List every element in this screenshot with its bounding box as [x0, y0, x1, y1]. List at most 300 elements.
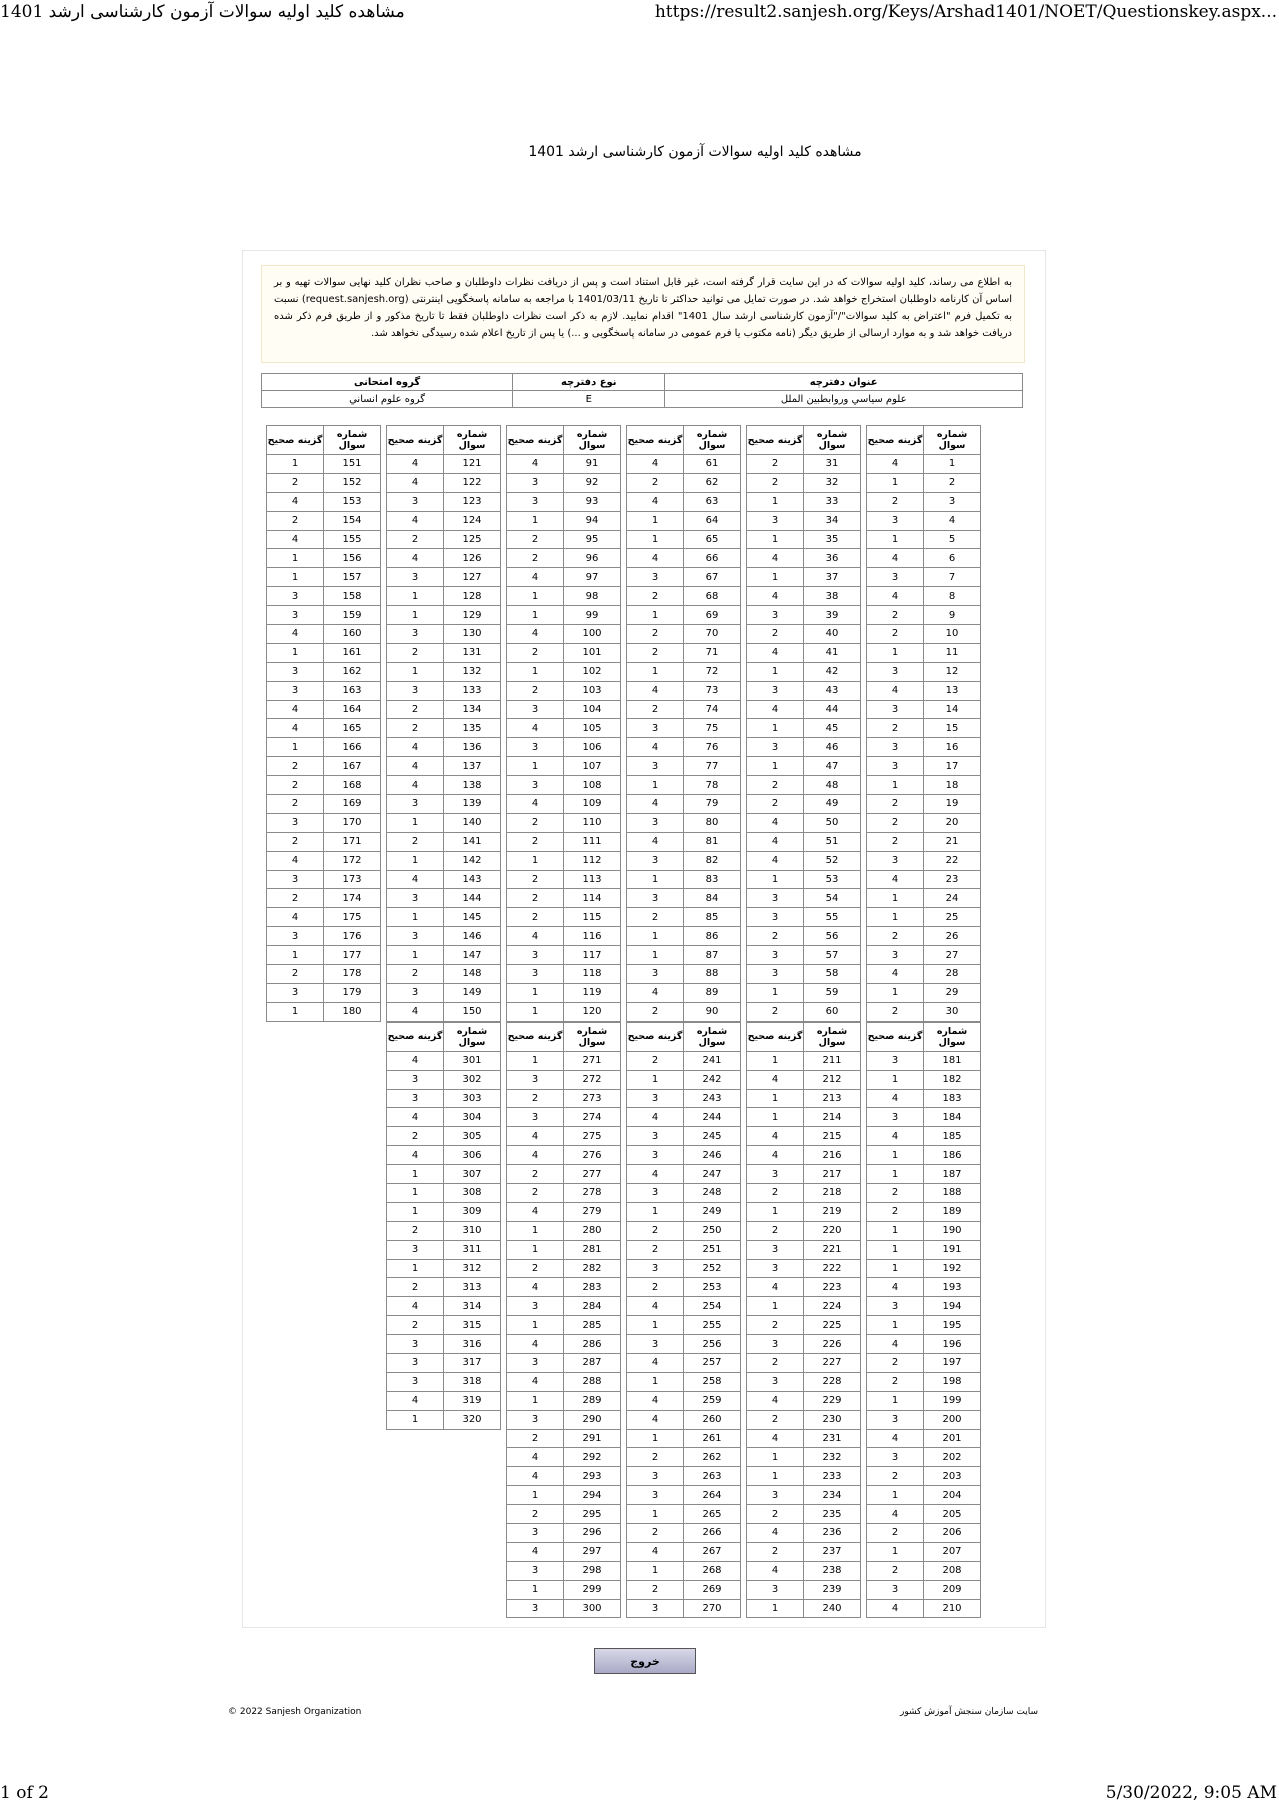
print-header-url: https://result2.sanjesh.org/Keys/Arshad1401/NOET/Questionskey.aspx...: [654, 2, 1277, 22]
correct-answer: 4: [867, 1335, 924, 1354]
question-number: 291: [564, 1429, 621, 1448]
question-number: 308: [444, 1183, 501, 1202]
correct-answer: 4: [507, 795, 564, 814]
table-row: [387, 511, 501, 530]
correct-answer: 3: [387, 492, 444, 511]
question-number: 126: [444, 549, 501, 568]
question-number: 178: [324, 965, 381, 984]
table-row: [747, 1070, 861, 1089]
table-row: [747, 1599, 861, 1618]
table-row: [747, 1523, 861, 1542]
question-number: 242: [684, 1070, 741, 1089]
table-row: [267, 681, 381, 700]
table-row: [627, 1353, 741, 1372]
table-row: [507, 1523, 621, 1542]
table-row: [267, 568, 381, 587]
question-number: 45: [804, 719, 861, 738]
table-row: [867, 1561, 981, 1580]
correct-answer: 3: [747, 1259, 804, 1278]
table-row: [867, 511, 981, 530]
correct-answer: 3: [387, 983, 444, 1002]
correct-answer: 2: [267, 965, 324, 984]
question-number: 182: [924, 1070, 981, 1089]
page-title: مشاهده کلید اولیه سوالات آزمون کارشناسی ارشد 1401: [528, 144, 862, 160]
table-row: [747, 549, 861, 568]
table-row: [627, 1259, 741, 1278]
correct-answer: 4: [867, 587, 924, 606]
correct-answer-header: گزینه صحیح: [387, 1022, 444, 1051]
table-row: [867, 946, 981, 965]
table-row: [507, 1372, 621, 1391]
correct-answer: 1: [267, 738, 324, 757]
correct-answer: 4: [507, 1127, 564, 1146]
question-number: 257: [684, 1353, 741, 1372]
correct-answer: 4: [267, 700, 324, 719]
table-row: [867, 1505, 981, 1524]
table-row: [507, 851, 621, 870]
correct-answer: 4: [627, 832, 684, 851]
table-row: [867, 776, 981, 795]
table-row: [387, 1278, 501, 1297]
question-number: 128: [444, 587, 501, 606]
correct-answer: 4: [747, 1278, 804, 1297]
question-number: 300: [564, 1599, 621, 1618]
correct-answer: 2: [627, 643, 684, 662]
correct-answer: 2: [387, 530, 444, 549]
correct-answer: 3: [747, 681, 804, 700]
question-number: 207: [924, 1542, 981, 1561]
question-number: 125: [444, 530, 501, 549]
table-row: [387, 983, 501, 1002]
question-number: 177: [324, 946, 381, 965]
correct-answer: 3: [507, 1353, 564, 1372]
question-number: 101: [564, 643, 621, 662]
correct-answer: 3: [267, 662, 324, 681]
question-number: 46: [804, 738, 861, 757]
table-row: [387, 662, 501, 681]
correct-answer: 2: [747, 776, 804, 795]
correct-answer: 2: [747, 795, 804, 814]
table-row: [387, 473, 501, 492]
table-row: [867, 1051, 981, 1070]
table-row: [267, 549, 381, 568]
correct-answer: 2: [627, 1580, 684, 1599]
correct-answer: 3: [267, 587, 324, 606]
question-number: 122: [444, 473, 501, 492]
table-row: [867, 1221, 981, 1240]
question-number: 173: [324, 870, 381, 889]
question-number: 236: [804, 1523, 861, 1542]
correct-answer: 3: [747, 1240, 804, 1259]
correct-answer: 1: [867, 983, 924, 1002]
table-row: [747, 625, 861, 644]
table-row: [627, 1070, 741, 1089]
table-row: [627, 927, 741, 946]
correct-answer: 1: [747, 1599, 804, 1618]
table-row: [867, 927, 981, 946]
question-number: 33: [804, 492, 861, 511]
correct-answer: 2: [387, 965, 444, 984]
question-number: 151: [324, 455, 381, 474]
table-row: [507, 1221, 621, 1240]
question-number: 85: [684, 908, 741, 927]
question-number: 132: [444, 662, 501, 681]
correct-answer: 4: [627, 455, 684, 474]
table-row: [507, 1410, 621, 1429]
table-row: [867, 870, 981, 889]
correct-answer: 3: [267, 681, 324, 700]
question-number: 230: [804, 1410, 861, 1429]
table-row: [507, 1002, 621, 1021]
table-row: [507, 1297, 621, 1316]
table-row: [387, 1240, 501, 1259]
table-row: [867, 530, 981, 549]
table-row: [747, 530, 861, 549]
table-row: [867, 1599, 981, 1618]
table-row: [267, 606, 381, 625]
table-row: [867, 1183, 981, 1202]
correct-answer: 1: [387, 1410, 444, 1429]
correct-answer: 4: [747, 1127, 804, 1146]
correct-answer: 2: [267, 776, 324, 795]
answer-key-table: [266, 425, 381, 1022]
correct-answer: 3: [507, 1108, 564, 1127]
question-number: 170: [324, 813, 381, 832]
correct-answer: 3: [627, 1127, 684, 1146]
table-row: [267, 946, 381, 965]
table-row: [507, 795, 621, 814]
correct-answer: 1: [627, 530, 684, 549]
correct-answer: 4: [867, 1127, 924, 1146]
correct-answer: 1: [627, 1316, 684, 1335]
table-row: [507, 719, 621, 738]
question-number: 129: [444, 606, 501, 625]
table-row: [627, 1146, 741, 1165]
correct-answer: 2: [507, 832, 564, 851]
question-number: 312: [444, 1259, 501, 1278]
table-row: [507, 757, 621, 776]
question-number: 112: [564, 851, 621, 870]
question-number: 179: [324, 983, 381, 1002]
correct-answer: 4: [747, 832, 804, 851]
table-row: [747, 1335, 861, 1354]
question-number: 212: [804, 1070, 861, 1089]
correct-answer: 3: [387, 927, 444, 946]
table-row: [747, 1505, 861, 1524]
booklet-title-header: عنوان دفترچه: [665, 374, 1023, 391]
table-row: [867, 1410, 981, 1429]
question-number: 87: [684, 946, 741, 965]
table-row: [387, 606, 501, 625]
question-number: 9: [924, 606, 981, 625]
correct-answer: 4: [387, 870, 444, 889]
question-number: 111: [564, 832, 621, 851]
question-number: 244: [684, 1108, 741, 1127]
notice-box: به اطلاع می رساند، کلید اولیه سوالات که در این سایت قرار گرفته است، غیر قابل استناد است و پس از دریافت نظرات داوطلبان و صاحب نظران کلید نهایی سوالات تهیه و بر اساس آن کارنامه داوطلبان استخراج خواهد شد. در صورت تمایل می توانید حداکثر تا تاریخ 1401/03/11 با مراجعه به سامانه پاسخگویی اینترنتی (request.sanjesh.org) نسبت به تکمیل فرم "اعتراض به کلید سوالات"/"آزمون کارشناسی ارشد سال 1401" اقدام نمایید. لازم به ذکر است نظرات داوطلبان فقط تا تاریخ مذکور و از طریق فرم ذکر شده دریافت خواهد شد و به موارد ارسالی از طریق دیگر (نامه مکتوب یا فرم عمومی در سامانه پاسخگویی و ...) یا پس از تاریخ اعلام شده رسیدگی نخواهد شد.: [261, 265, 1025, 363]
question-number: 71: [684, 643, 741, 662]
question-number: 115: [564, 908, 621, 927]
question-number: 41: [804, 643, 861, 662]
correct-answer: 1: [867, 1240, 924, 1259]
table-row: [387, 795, 501, 814]
correct-answer: 2: [627, 587, 684, 606]
question-number: 146: [444, 927, 501, 946]
question-number: 253: [684, 1278, 741, 1297]
answer-key-table: [866, 1022, 981, 1619]
question-number: 293: [564, 1467, 621, 1486]
correct-answer: 3: [627, 1335, 684, 1354]
correct-answer: 4: [387, 1002, 444, 1021]
question-number: 28: [924, 965, 981, 984]
correct-answer: 3: [867, 757, 924, 776]
table-row: [627, 511, 741, 530]
question-number: 251: [684, 1240, 741, 1259]
correct-answer: 1: [627, 1429, 684, 1448]
table-row: [627, 1240, 741, 1259]
correct-answer: 2: [747, 625, 804, 644]
question-number: 234: [804, 1486, 861, 1505]
question-number: 294: [564, 1486, 621, 1505]
question-number: 229: [804, 1391, 861, 1410]
correct-answer: 1: [627, 511, 684, 530]
table-row: [267, 625, 381, 644]
table-row: [507, 455, 621, 474]
question-number: 21: [924, 832, 981, 851]
table-row: [507, 832, 621, 851]
correct-answer: 3: [867, 1448, 924, 1467]
table-row: [387, 1221, 501, 1240]
table-row: [747, 757, 861, 776]
correct-answer: 4: [387, 1108, 444, 1127]
question-number: 320: [444, 1410, 501, 1429]
sanjesh-site-link[interactable]: سایت سازمان سنجش آموزش کشور: [900, 1707, 1039, 1717]
correct-answer: 1: [507, 1240, 564, 1259]
table-row: [627, 1278, 741, 1297]
correct-answer: 4: [387, 776, 444, 795]
correct-answer: 1: [387, 587, 444, 606]
correct-answer: 3: [507, 1599, 564, 1618]
correct-answer: 4: [747, 700, 804, 719]
table-row: [387, 1335, 501, 1354]
table-row: [747, 1467, 861, 1486]
question-number: 97: [564, 568, 621, 587]
question-number: 38: [804, 587, 861, 606]
correct-answer: 4: [627, 1353, 684, 1372]
exit-button[interactable]: خروج: [594, 1648, 696, 1674]
correct-answer: 4: [267, 625, 324, 644]
table-row: [507, 681, 621, 700]
table-row: [867, 700, 981, 719]
correct-answer: 4: [507, 1146, 564, 1165]
table-row: [867, 1202, 981, 1221]
table-row: [867, 606, 981, 625]
correct-answer: 2: [867, 1353, 924, 1372]
table-row: [387, 776, 501, 795]
question-number: 267: [684, 1542, 741, 1561]
correct-answer: 1: [507, 1002, 564, 1021]
correct-answer: 3: [507, 473, 564, 492]
table-row: [747, 1448, 861, 1467]
question-number: 82: [684, 851, 741, 870]
correct-answer: 3: [627, 1599, 684, 1618]
table-row: [387, 1051, 501, 1070]
table-row: [747, 738, 861, 757]
correct-answer: 3: [747, 965, 804, 984]
table-row: [507, 700, 621, 719]
correct-answer: 3: [387, 795, 444, 814]
question-number: 172: [324, 851, 381, 870]
correct-answer: 1: [627, 1202, 684, 1221]
correct-answer: 3: [507, 946, 564, 965]
question-number: 152: [324, 473, 381, 492]
print-header-title: مشاهده کلید اولیه سوالات آزمون کارشناسی ارشد 1401: [0, 2, 405, 22]
table-row: [747, 719, 861, 738]
correct-answer: 3: [507, 1561, 564, 1580]
table-row: [747, 851, 861, 870]
table-row: [747, 1486, 861, 1505]
question-number: 188: [924, 1183, 981, 1202]
correct-answer: 4: [387, 455, 444, 474]
table-row: [747, 681, 861, 700]
question-number: 313: [444, 1278, 501, 1297]
correct-answer: 3: [867, 1297, 924, 1316]
question-number: 20: [924, 813, 981, 832]
correct-answer: 3: [867, 946, 924, 965]
question-number: 37: [804, 568, 861, 587]
table-row: [507, 1561, 621, 1580]
question-number: 260: [684, 1410, 741, 1429]
question-number: 88: [684, 965, 741, 984]
question-number: 35: [804, 530, 861, 549]
question-number: 95: [564, 530, 621, 549]
table-row: [507, 1580, 621, 1599]
question-number: 282: [564, 1259, 621, 1278]
booklet-type: E: [513, 391, 665, 408]
question-number: 57: [804, 946, 861, 965]
correct-answer: 4: [867, 1429, 924, 1448]
question-number: 6: [924, 549, 981, 568]
question-number: 261: [684, 1429, 741, 1448]
correct-answer-header: گزینه صحیح: [867, 426, 924, 455]
table-row: [747, 1391, 861, 1410]
table-row: [867, 1240, 981, 1259]
correct-answer: 2: [867, 1372, 924, 1391]
correct-answer: 1: [867, 1259, 924, 1278]
question-number: 243: [684, 1089, 741, 1108]
question-number: 284: [564, 1297, 621, 1316]
table-row: [507, 1183, 621, 1202]
table-row: [747, 908, 861, 927]
correct-answer: 2: [627, 1051, 684, 1070]
correct-answer: 2: [387, 1316, 444, 1335]
question-number: 109: [564, 795, 621, 814]
question-number: 276: [564, 1146, 621, 1165]
print-page-number: 1 of 2: [0, 1783, 49, 1803]
question-number: 124: [444, 511, 501, 530]
correct-answer: 3: [507, 492, 564, 511]
question-number: 304: [444, 1108, 501, 1127]
correct-answer: 2: [387, 700, 444, 719]
question-number: 195: [924, 1316, 981, 1335]
question-number: 2: [924, 473, 981, 492]
question-number: 191: [924, 1240, 981, 1259]
table-row: [867, 1316, 981, 1335]
question-number: 281: [564, 1240, 621, 1259]
question-number: 255: [684, 1316, 741, 1335]
table-row: [747, 1002, 861, 1021]
question-number: 59: [804, 983, 861, 1002]
correct-answer: 4: [627, 1108, 684, 1127]
question-number-header: شماره سوال: [804, 1022, 861, 1051]
table-row: [627, 1599, 741, 1618]
question-number: 159: [324, 606, 381, 625]
question-number: 42: [804, 662, 861, 681]
table-row: [387, 1146, 501, 1165]
table-row: [267, 965, 381, 984]
table-row: [627, 1089, 741, 1108]
table-row: [627, 851, 741, 870]
question-number: 241: [684, 1051, 741, 1070]
table-row: [627, 643, 741, 662]
question-number: 180: [324, 1002, 381, 1021]
table-row: [267, 530, 381, 549]
question-number-header: شماره سوال: [804, 426, 861, 455]
question-number: 102: [564, 662, 621, 681]
question-number: 5: [924, 530, 981, 549]
correct-answer: 2: [507, 1165, 564, 1184]
question-number: 211: [804, 1051, 861, 1070]
table-row: [747, 1165, 861, 1184]
table-row: [267, 1002, 381, 1021]
table-row: [387, 455, 501, 474]
table-row: [867, 625, 981, 644]
correct-answer: 3: [867, 568, 924, 587]
question-number: 4: [924, 511, 981, 530]
correct-answer: 3: [867, 511, 924, 530]
correct-answer: 3: [507, 738, 564, 757]
question-number-header: شماره سوال: [564, 1022, 621, 1051]
question-number-header: شماره سوال: [924, 426, 981, 455]
question-number: 249: [684, 1202, 741, 1221]
table-row: [267, 738, 381, 757]
table-row: [627, 1410, 741, 1429]
table-row: [747, 1051, 861, 1070]
table-row: [387, 681, 501, 700]
correct-answer: 3: [867, 662, 924, 681]
table-row: [267, 832, 381, 851]
table-row: [867, 813, 981, 832]
question-number: 19: [924, 795, 981, 814]
table-row: [627, 1448, 741, 1467]
question-number: 298: [564, 1561, 621, 1580]
question-number: 67: [684, 568, 741, 587]
correct-answer: 4: [627, 492, 684, 511]
correct-answer: 3: [387, 1089, 444, 1108]
correct-answer: 3: [387, 889, 444, 908]
correct-answer: 4: [627, 738, 684, 757]
correct-answer: 2: [747, 1183, 804, 1202]
table-row: [747, 813, 861, 832]
question-number: 259: [684, 1391, 741, 1410]
table-row: [627, 625, 741, 644]
correct-answer: 3: [507, 1070, 564, 1089]
question-number: 65: [684, 530, 741, 549]
question-number: 227: [804, 1353, 861, 1372]
table-row: [867, 1391, 981, 1410]
correct-answer: 4: [267, 719, 324, 738]
question-number: 269: [684, 1580, 741, 1599]
question-number: 286: [564, 1335, 621, 1354]
